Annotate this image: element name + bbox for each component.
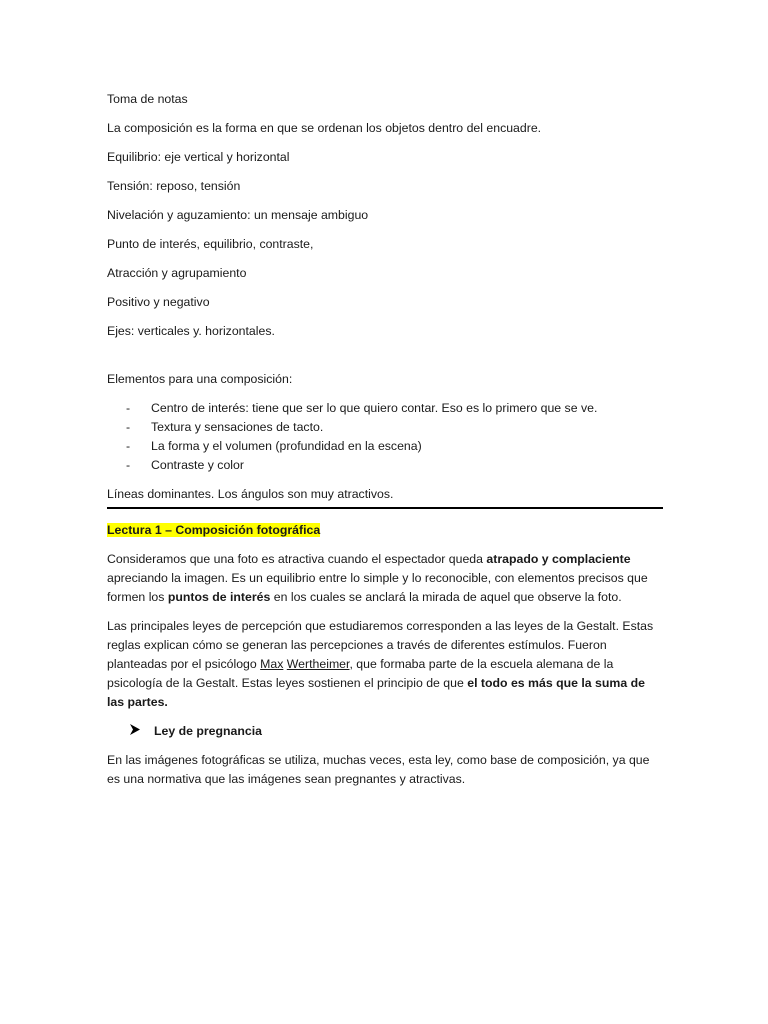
paragraph-attraction: Consideramos que una foto es atractiva cuando el espectador queda atrapado y complaciente apreciando la imagen. Es un equilibrio entre lo simple y lo reconocible, con elementos precisos que formen los puntos de interés en los cuales se anclará la mirada de aquel que observe la foto.: [107, 552, 648, 604]
notes-line: Tensión: reposo, tensión: [107, 179, 241, 193]
highlighted-heading: Lectura 1 – Composición fotográfica: [107, 523, 321, 537]
arrow-bullet-icon: [130, 722, 154, 741]
notes-line: Punto de interés, equilibrio, contraste,: [107, 237, 314, 251]
elements-heading: Elementos para una composición:: [107, 372, 293, 386]
list-item: - Centro de interés: tiene que ser lo que quiero contar. Eso es lo primero que se ve.: [107, 399, 663, 418]
notes-line: Atracción y agrupamiento: [107, 266, 247, 280]
law-title: Ley de pregnancia: [154, 724, 262, 738]
dash-bullet: -: [126, 401, 131, 415]
notes-line: Ejes: verticales y. horizontales.: [107, 324, 275, 338]
dash-bullet: -: [126, 439, 131, 453]
list-item: - Textura y sensaciones de tacto.: [107, 418, 663, 437]
list-item: - Contraste y color: [107, 456, 663, 475]
paragraph-gestalt: Las principales leyes de percepción que estudiaremos corresponden a las leyes de la Gestalt. Estas reglas explican cómo se generan las percepciones a través de diferentes estímulos. Fueron planteadas por el psicólogo Max Wertheimer, que formaba parte de la escuela alemana de la psicología de la Gestalt. Estas leyes sostienen el principio de que el todo es más que la suma de las partes.: [107, 619, 654, 709]
law-bullet: [107, 722, 663, 741]
link-wertheimer[interactable]: Wertheimer: [286, 657, 350, 671]
notes-line: Equilibrio: eje vertical y horizontal: [107, 150, 290, 164]
closing-line: Líneas dominantes. Los ángulos son muy atractivos.: [107, 487, 394, 501]
paragraph-pregnancy: En las imágenes fotográficas se utiliza, muchas veces, esta ley, como base de composición, ya que es una normativa que las imágenes sean pregnantes y atractivas.: [107, 753, 650, 786]
notes-line: Positivo y negativo: [107, 295, 210, 309]
notes-title: Toma de notas: [107, 92, 188, 106]
list-item: - La forma y el volumen (profundidad en la escena): [107, 437, 663, 456]
link-max[interactable]: Max: [260, 657, 284, 671]
dash-bullet: -: [126, 420, 131, 434]
elements-list: [107, 399, 663, 475]
notes-line: La composición es la forma en que se ordenan los objetos dentro del encuadre.: [107, 121, 542, 135]
reading-heading: [107, 521, 663, 540]
notes-line: Nivelación y aguzamiento: un mensaje ambiguo: [107, 208, 369, 222]
dash-bullet: -: [126, 458, 131, 472]
document-body: [107, 90, 663, 789]
